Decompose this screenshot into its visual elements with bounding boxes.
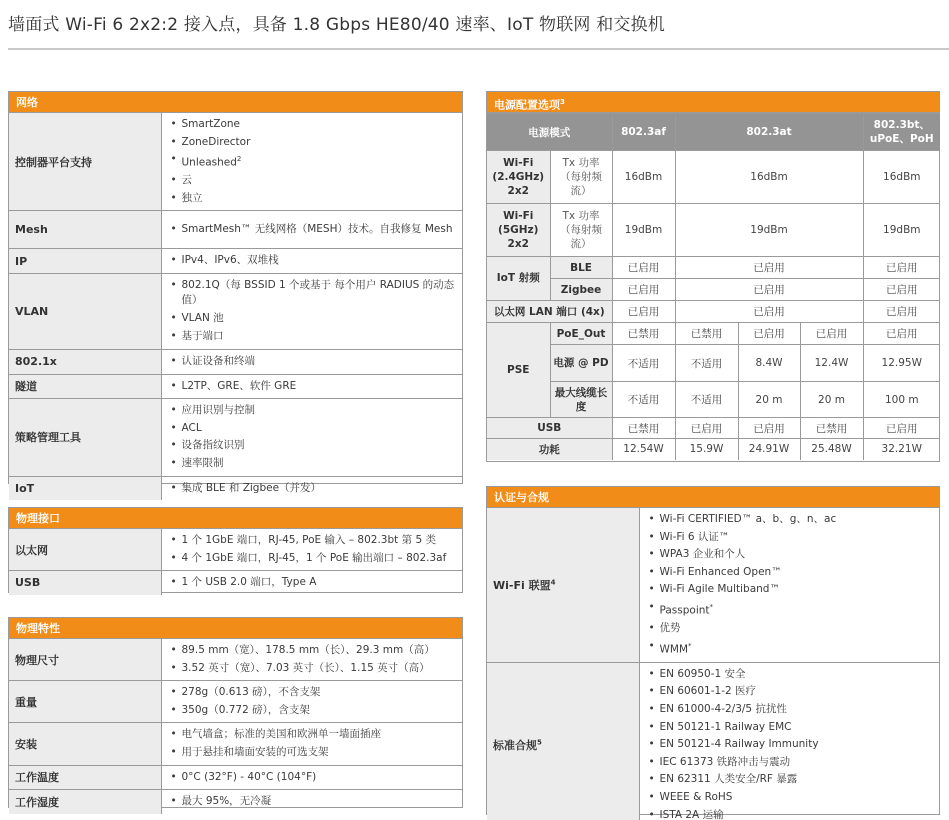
row-sublabel: 最大线缆长度 bbox=[550, 382, 612, 418]
row-value bbox=[161, 350, 462, 375]
list-item: • EN 50121-1 Railway EMC bbox=[646, 719, 934, 737]
list-item: • 3.52 英寸（宽）、7.03 英寸（长）、1.15 英寸（高） bbox=[168, 660, 457, 678]
list-item: • WPA3 企业和个人 bbox=[646, 546, 934, 564]
row-label: 重量 bbox=[9, 681, 161, 723]
table-row bbox=[487, 279, 940, 301]
row-label: IP bbox=[9, 249, 161, 274]
table-row bbox=[9, 765, 462, 790]
list-item: • 认证设备和终端 bbox=[168, 353, 457, 371]
table-row bbox=[487, 418, 940, 439]
list-item: • Wi-Fi Agile Multiband™ bbox=[646, 581, 934, 599]
row-sublabel: Tx 功率（每射频流） bbox=[550, 151, 612, 204]
cell: 已启用 bbox=[612, 257, 675, 279]
list-item: • 278g（0.613 磅），不含支架 bbox=[168, 684, 457, 702]
table-row bbox=[9, 211, 462, 249]
row-label: 802.1x bbox=[9, 350, 161, 375]
list-item: • 最大 95%，无冷凝 bbox=[168, 793, 457, 811]
cell: 15.9W bbox=[675, 439, 738, 460]
row-label: USB bbox=[487, 418, 612, 439]
row-sublabel: Zigbee bbox=[550, 279, 612, 301]
row-label: Wi-Fi (5GHz) 2x2 bbox=[487, 204, 550, 257]
table-row bbox=[9, 274, 462, 350]
row-sublabel: PoE_Out bbox=[550, 323, 612, 345]
list-item: • EN 60601-1-2 医疗 bbox=[646, 683, 934, 701]
row-label: 以太网 LAN 端口 (4x) bbox=[487, 301, 612, 323]
cell: 20 m bbox=[800, 382, 863, 418]
power-header: 电源配置选项$^3$ bbox=[487, 92, 939, 113]
cell: 已启用 bbox=[675, 257, 863, 279]
power-table bbox=[487, 113, 940, 460]
row-value bbox=[161, 765, 462, 790]
row-label: 安装 bbox=[9, 723, 161, 765]
list-item: • WMM* bbox=[646, 638, 934, 659]
list-item: • 速率限制 bbox=[168, 455, 457, 473]
row-value bbox=[161, 723, 462, 765]
power-section bbox=[486, 91, 940, 462]
row-value bbox=[161, 681, 462, 723]
list-item: • Unleashed$^2$ bbox=[168, 151, 457, 172]
table-row bbox=[487, 257, 940, 279]
list-item: • ZoneDirector bbox=[168, 134, 457, 152]
cell: 已启用 bbox=[675, 301, 863, 323]
row-label: 以太网 bbox=[9, 529, 161, 571]
table-row bbox=[9, 790, 462, 814]
table-row bbox=[9, 374, 462, 399]
list-item: • 电气墙盒；标准的美国和欧洲单一墙面插座 bbox=[168, 726, 457, 744]
cell: 已启用 bbox=[738, 323, 800, 345]
row-sublabel: Tx 功率（每射频流） bbox=[550, 204, 612, 257]
cell: 已启用 bbox=[863, 257, 940, 279]
cell: 12.95W bbox=[863, 345, 940, 382]
list-item: • 1 个 1GbE 端口，RJ-45, PoE 输入 – 802.3bt 第 5 类 bbox=[168, 532, 457, 550]
row-value bbox=[161, 211, 462, 249]
physical-header: 物理特性 bbox=[9, 618, 462, 639]
cell: 16dBm bbox=[675, 151, 863, 204]
table-row bbox=[487, 301, 940, 323]
list-item: • 1 个 USB 2.0 端口，Type A bbox=[168, 574, 457, 592]
row-value bbox=[161, 374, 462, 399]
row-label: Wi-Fi 联盟$^4$ bbox=[487, 508, 639, 662]
table-row bbox=[9, 249, 462, 274]
cell: 已启用 bbox=[800, 323, 863, 345]
table-row bbox=[487, 204, 940, 257]
cert-header: 认证与合规 bbox=[487, 487, 939, 508]
list-item: • VLAN 池 bbox=[168, 310, 457, 328]
cell: 已启用 bbox=[863, 323, 940, 345]
row-value bbox=[161, 249, 462, 274]
cert-table bbox=[487, 508, 939, 820]
cell: 已禁用 bbox=[612, 418, 675, 439]
list-item: • EN 62311 人类安全/RF 暴露 bbox=[646, 771, 934, 789]
cell: 16dBm bbox=[612, 151, 675, 204]
list-item: • EN 61000-4-2/3/5 抗扰性 bbox=[646, 701, 934, 719]
list-item: • 89.5 mm（宽）、178.5 mm（长）、29.3 mm（高） bbox=[168, 642, 457, 660]
cell: 已启用 bbox=[863, 418, 940, 439]
row-value bbox=[639, 508, 939, 662]
row-label: USB bbox=[9, 571, 161, 595]
row-value bbox=[161, 113, 462, 211]
list-item: • 设备指纹识别 bbox=[168, 437, 457, 455]
list-item: • IPv4、IPv6、双堆栈 bbox=[168, 252, 457, 270]
physical-table bbox=[9, 639, 462, 814]
network-table bbox=[9, 113, 462, 500]
cell: 32.21W bbox=[863, 439, 940, 460]
list-item: • EN 50121-4 Railway Immunity bbox=[646, 736, 934, 754]
list-item: • ISTA 2A 运输 bbox=[646, 807, 934, 820]
cell: 100 m bbox=[863, 382, 940, 418]
table-row bbox=[487, 508, 939, 662]
interfaces-table bbox=[9, 529, 462, 595]
table-row bbox=[487, 151, 940, 204]
table-row bbox=[487, 439, 940, 460]
cell: 已启用 bbox=[612, 279, 675, 301]
list-item: • WEEE & RoHS bbox=[646, 789, 934, 807]
list-item: • 优势 bbox=[646, 620, 934, 638]
row-sublabel: BLE bbox=[550, 257, 612, 279]
cell: 20 m bbox=[738, 382, 800, 418]
cell: 已启用 bbox=[863, 279, 940, 301]
network-section bbox=[8, 91, 463, 495]
cell: 不适用 bbox=[612, 345, 675, 382]
interfaces-header: 物理接口 bbox=[9, 508, 462, 529]
cell: 不适用 bbox=[675, 382, 738, 418]
list-item: • Wi-Fi 6 认证™ bbox=[646, 529, 934, 547]
cell: 已启用 bbox=[612, 301, 675, 323]
cell: 19dBm bbox=[612, 204, 675, 257]
list-item: • 0°C (32°F) - 40°C (104°F) bbox=[168, 769, 457, 787]
list-item: • 4 个 1GbE 端口，RJ-45，1 个 PoE 输出端口 – 802.3af bbox=[168, 550, 457, 568]
list-item: • Passpoint* bbox=[646, 599, 934, 620]
table-row bbox=[9, 476, 462, 500]
cell: 25.48W bbox=[800, 439, 863, 460]
row-value bbox=[161, 529, 462, 571]
row-label: Mesh bbox=[9, 211, 161, 249]
row-label: Wi-Fi (2.4GHz) 2x2 bbox=[487, 151, 550, 204]
table-row bbox=[487, 114, 940, 151]
list-item: • ACL bbox=[168, 420, 457, 438]
row-label: 控制器平台支持 bbox=[9, 113, 161, 211]
row-value bbox=[161, 790, 462, 814]
row-label: 工作湿度 bbox=[9, 790, 161, 814]
cell: 已启用 bbox=[863, 301, 940, 323]
row-value bbox=[161, 571, 462, 595]
physical-section bbox=[8, 617, 463, 808]
cell: 12.54W bbox=[612, 439, 675, 460]
table-row bbox=[487, 345, 940, 382]
row-label: PSE bbox=[487, 323, 550, 418]
cell: 12.4W bbox=[800, 345, 863, 382]
title-divider bbox=[8, 48, 949, 50]
col-header-af: 802.3af bbox=[612, 114, 675, 151]
cell: 已启用 bbox=[675, 418, 738, 439]
row-value bbox=[161, 639, 462, 681]
cell: 已禁用 bbox=[675, 323, 738, 345]
row-label: 物理尺寸 bbox=[9, 639, 161, 681]
list-item: • SmartZone bbox=[168, 116, 457, 134]
col-header-mode: 电源模式 bbox=[487, 114, 612, 151]
cell: 16dBm bbox=[863, 151, 940, 204]
row-label: 标准合规$^5$ bbox=[487, 662, 639, 820]
row-value bbox=[161, 399, 462, 476]
row-label: IoT 射频 bbox=[487, 257, 550, 301]
col-header-at: 802.3at bbox=[675, 114, 863, 151]
cell: 8.4W bbox=[738, 345, 800, 382]
network-header: 网络 bbox=[9, 92, 462, 113]
cell: 已禁用 bbox=[800, 418, 863, 439]
row-label: 策略管理工具 bbox=[9, 399, 161, 476]
cell: 已启用 bbox=[675, 279, 863, 301]
cert-section bbox=[486, 486, 940, 820]
table-row bbox=[9, 571, 462, 595]
table-row bbox=[9, 350, 462, 375]
list-item: • IEC 61373 铁路冲击与震动 bbox=[646, 754, 934, 772]
cell: 不适用 bbox=[612, 382, 675, 418]
cell: 19dBm bbox=[863, 204, 940, 257]
table-row bbox=[9, 529, 462, 571]
cell: 24.91W bbox=[738, 439, 800, 460]
list-item: • 802.1Q（每 BSSID 1 个或基于 每个用户 RADIUS 的动态值） bbox=[168, 278, 457, 308]
table-row bbox=[487, 662, 939, 820]
list-item: • 独立 bbox=[168, 190, 457, 208]
table-row bbox=[487, 323, 940, 345]
table-row bbox=[9, 639, 462, 681]
list-item: • L2TP、GRE、软件 GRE bbox=[168, 378, 457, 396]
row-label: 隧道 bbox=[9, 374, 161, 399]
row-value bbox=[161, 274, 462, 350]
row-label: 功耗 bbox=[487, 439, 612, 460]
table-row bbox=[487, 382, 940, 418]
row-label: VLAN bbox=[9, 274, 161, 350]
list-item: • 350g（0.772 磅），含支架 bbox=[168, 702, 457, 720]
cell: 已启用 bbox=[738, 418, 800, 439]
list-item: • 基于端口 bbox=[168, 328, 457, 346]
list-item: • Wi-Fi CERTIFIED™ a、b、g、n、ac bbox=[646, 511, 934, 529]
cell: 已禁用 bbox=[612, 323, 675, 345]
list-item: • SmartMesh™ 无线网格（MESH）技术。自我修复 Mesh bbox=[168, 222, 457, 237]
list-item: • EN 60950-1 安全 bbox=[646, 666, 934, 684]
cell: 不适用 bbox=[675, 345, 738, 382]
cell: 19dBm bbox=[675, 204, 863, 257]
row-sublabel: 电源 @ PD bbox=[550, 345, 612, 382]
row-label: 工作温度 bbox=[9, 765, 161, 790]
col-header-bt: 802.3bt、uPoE、PoH bbox=[863, 114, 940, 151]
page-title: 墙面式 Wi-Fi 6 2x2:2 接入点，具备 1.8 Gbps HE80/40 速率、IoT 物联网 和交换机 bbox=[8, 15, 666, 35]
row-value bbox=[161, 476, 462, 500]
table-row bbox=[9, 681, 462, 723]
table-row bbox=[9, 723, 462, 765]
list-item: • 用于悬挂和墙面安装的可选支架 bbox=[168, 744, 457, 762]
interfaces-section bbox=[8, 507, 463, 593]
table-row bbox=[9, 113, 462, 211]
row-value bbox=[639, 662, 939, 820]
list-item: • 应用识别与控制 bbox=[168, 402, 457, 420]
list-item: • 集成 BLE 和 Zigbee（并发） bbox=[168, 480, 457, 498]
list-item: • Wi-Fi Enhanced Open™ bbox=[646, 564, 934, 582]
row-label: IoT bbox=[9, 476, 161, 500]
list-item: • 云 bbox=[168, 172, 457, 190]
table-row bbox=[9, 399, 462, 476]
